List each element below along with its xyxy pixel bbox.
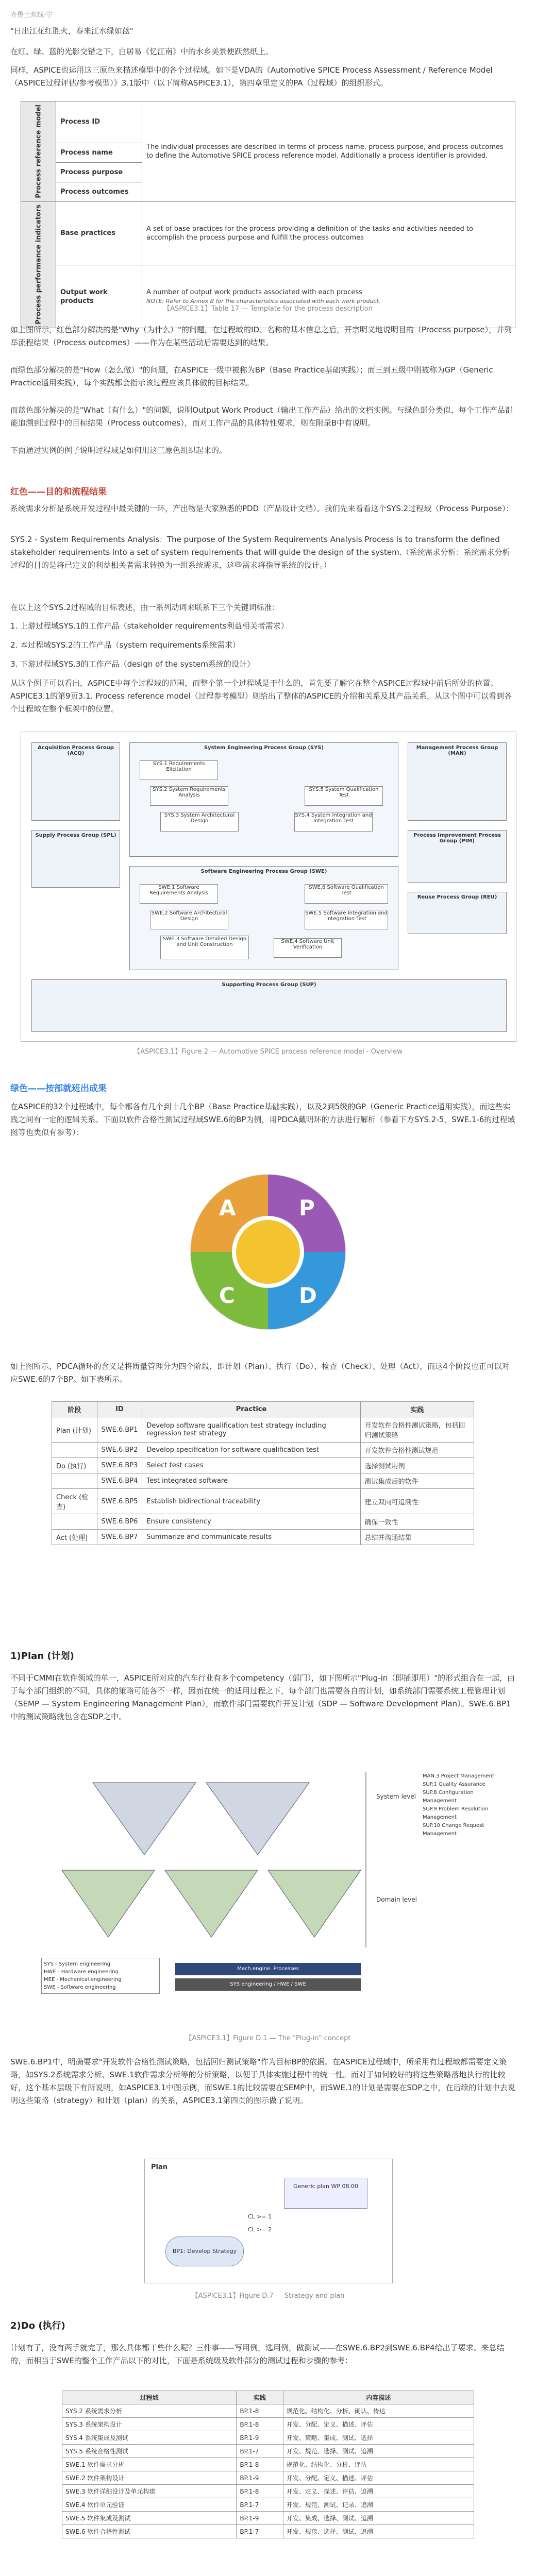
fig4-bp-strategy: BP1: Develop Strategy xyxy=(165,2236,244,2266)
group-pim xyxy=(408,830,507,883)
group-acq xyxy=(31,742,120,821)
cell: Check (检查) xyxy=(52,1489,97,1514)
group-man-label: Management Process Group (MAN) xyxy=(416,745,498,756)
cell: 开发、定义、描述、评估、追溯 xyxy=(283,2485,474,2498)
heading-do: 2)Do (执行) xyxy=(10,2320,65,2331)
pdca-center-sphere xyxy=(236,1220,300,1284)
cell: BP.1-8 xyxy=(237,2458,283,2471)
table-row xyxy=(62,2418,474,2431)
cell: SYS.3 系统架构设计 xyxy=(62,2418,237,2431)
pdca-th-id: ID xyxy=(97,1402,142,1417)
para-g: 计划有了，没有两手就完了，那么具体都干些什么呢？三件事——写用例，选用例，做测试——在SWE.6.BP2到SWE.6.BP4给出了要求。来总结的，而相当于SWE的整个工作产品以下的对比，下面是系统级及软件部分的测试过程和步骤的参考： xyxy=(10,2343,505,2365)
fig4-plan-label: Plan xyxy=(151,2163,168,2171)
cell: SYS.5 系统合格性测试 xyxy=(62,2445,237,2458)
para-b-6: 3. 下游过程域SYS.3的工作产品（design of the system系统的设计） xyxy=(10,659,255,669)
cell: SWE.2 软件架构设计 xyxy=(62,2471,237,2485)
cell: Establish bidirectional traceability xyxy=(142,1489,360,1514)
cell: 规范化、结构化、分析、评估 xyxy=(283,2458,474,2471)
cell: SWE.1 软件需求分析 xyxy=(62,2458,237,2471)
table-row xyxy=(52,1489,474,1514)
table-row xyxy=(62,2471,474,2485)
side-label-reference: Process reference model xyxy=(21,101,56,202)
para-d: 如上图所示，PDCA循环的含义是将质量管理分为四个阶段，即计划（Plan）、执行（Do）、检查（Check）、处理（Act），而这4个阶段也正可以对应SWE.6的7个BP。如下表所示。 xyxy=(10,1362,510,1384)
cell: SWE.6.BP4 xyxy=(97,1473,142,1489)
cell: BP.1-9 xyxy=(237,2431,283,2445)
heading-plan: 1)Plan (计划) xyxy=(10,1651,74,1662)
cell xyxy=(52,1514,97,1530)
para-f: SWE.6.BP1中，明确要求"开发软件合格性测试策略，包括回归测试策略"作为目标BP的依据。在ASPICE过程域中，所采用有过程域都需要定义策略，如SYS.2系统需求分析、SWE.1软件需求分析等的分析策略，以便于具体实施过程中的统一性。而对于如何较好的将这些策略落地执行的比较好，这个基本层级下有所说明，如ASPICE3.1中图示例，而SWE.1的比较需要在SEMP中，而SWE.1的计划是需要在SDP之中，在后续的计划中去说明这些策略（strategy）和计划（plan）的关系，ASPICE3.1第四页的图示做了说明。 xyxy=(10,2057,515,2105)
pdca-th-phase: 阶段 xyxy=(52,1402,97,1417)
cell: BP.1-8 xyxy=(237,2485,283,2498)
plug-in-right-item: SUP.9 Problem Resolution Management xyxy=(423,1806,489,1820)
para-b-5: 2. 本过程域SYS.2的工作产品（system requirements系统需求） xyxy=(10,640,240,650)
pdca-letter-p: P xyxy=(299,1195,315,1221)
para-c: 在ASPICE的32个过程域中，每个都各有几个到十几个BP（Base Practice基础实践），以及2到5级的GP（Generic Practice通用实践），而这些实践之间有一定的逻辑关系。下面以软件合格性测试过程域SWE.6的BP为例，用PDCA戴明环的方法进行解析（参看下方SYS.2-5，SWE.1-6的过程域图等也类似有参考）： xyxy=(10,1102,515,1137)
intro-line-1: 在红、绿、蓝的光影交错之下，白居易《忆江南》中的水乡美景便跃然纸上。 xyxy=(10,47,274,56)
cell: Do (执行) xyxy=(52,1458,97,1473)
cell: BP.1-8 xyxy=(237,2404,283,2418)
para-a-4: 下面通过实例的例子说明过程域是如何用这三原色组织起来的。 xyxy=(10,446,227,455)
cell: SWE.3 软件详细设计及单元构建 xyxy=(62,2485,237,2498)
cell: 开发、规范、测试、记录、追溯 xyxy=(283,2498,474,2512)
para-e: 不同于CMMI在软件领域的单一，ASPICE所对应的汽车行业有多个competency（部门），如下图所示"Plug-in（即插即用）"的形式组合在一起，由于每个部门组织的不同，具体的策略可能各不一样，因而在统一的适用过程之下，每个部门也需要各自的计划，如系统部门需要系统工程管理计划（SEMP — System Engineering Management Plan），而软件部门需要软件开发计划（SDP — Software Development Plan）。SWE.6.BP1中的测试策略就包含在SDP之中。 xyxy=(10,1673,515,1721)
table-row xyxy=(52,1417,474,1443)
para-b-2: SYS.2 - System Requirements Analysis：The purpose of the System Requirements Analysis Process is to transform the defined stakeholder requirements into a set of system requirements that will guide the design of the system.（系统需求分析：系统需求分析过程的目的是将已定义的利益相关者需求转换为一组系统需求，这些需求将指导系统的设计。） xyxy=(10,535,510,570)
plug-in-v-top xyxy=(93,1783,196,1855)
table-row xyxy=(52,1458,474,1473)
page-header: 齐鲁土东线·宁 xyxy=(10,11,53,19)
cell: 建立双向可追溯性 xyxy=(360,1489,474,1514)
swe-2-box: SWE.2 Software Architectural Design xyxy=(150,910,228,929)
key-process-outcomes: Process outcomes xyxy=(56,182,142,201)
group-sup-label: Supporting Process Group (SUP) xyxy=(222,982,316,988)
key-process-purpose: Process purpose xyxy=(56,162,142,182)
group-reu-label: Reuse Process Group (REU) xyxy=(417,894,497,900)
cell: SWE.6.BP1 xyxy=(97,1417,142,1443)
group-spl xyxy=(31,830,120,888)
cell: SWE.6.BP3 xyxy=(97,1458,142,1473)
heading-green: 绿色——按部就班出成果 xyxy=(10,1083,107,1094)
pdca-cycle-svg xyxy=(129,1159,407,1345)
cell: 开发、策略、集成、测试、选择 xyxy=(283,2431,474,2445)
figure-strategy-plan xyxy=(144,2159,393,2283)
cell: Develop specification for software qualification test xyxy=(142,1443,360,1458)
vm-th: 实践 xyxy=(237,2391,283,2404)
heading-red: 红色——目的和流程结果 xyxy=(10,487,107,497)
plug-in-v-2 xyxy=(165,1870,258,1937)
table-row xyxy=(62,2431,474,2445)
cell: BP.1-9 xyxy=(237,2471,283,2485)
group-pim-label: Process Improvement Process Group (PIM) xyxy=(413,833,501,844)
table-row xyxy=(52,1443,474,1458)
plug-in-right-item: MAN.3 Project Management xyxy=(423,1773,494,1779)
cell: Ensure consistency xyxy=(142,1514,360,1530)
cell: BP.1-7 xyxy=(237,2525,283,2538)
cell: 确保一致性 xyxy=(360,1514,474,1530)
cell xyxy=(52,1443,97,1458)
intro-quote: "日出江花红胜火，春来江水绿如蓝" xyxy=(10,26,133,36)
figure-process-reference-model xyxy=(21,732,516,1042)
val-output-wp-text: A number of output work products associated with each process xyxy=(146,288,362,296)
cell: SWE.6 软件合格性测试 xyxy=(62,2525,237,2538)
caption-figure-d1: 【ASPICE3.1】Figure D.1 — The "Plug-in" concept xyxy=(185,2035,351,2042)
group-sup xyxy=(31,979,507,1032)
cell: 总结并沟通结果 xyxy=(360,1530,474,1545)
vm-header xyxy=(62,2391,474,2404)
plug-in-right-list xyxy=(423,1772,500,1838)
cell: 开发、分配、定义、描述、评估 xyxy=(283,2471,474,2485)
sys-1-box: SYS.1 Requirements Elicitation xyxy=(140,760,218,780)
swe-5-box: SWE.5 Software Integration and Integration Test xyxy=(305,910,388,929)
table-row xyxy=(52,1530,474,1545)
cell: 开发软件合格性测试规范 xyxy=(360,1443,474,1458)
pdca-letter-d: D xyxy=(299,1283,317,1308)
figure-plug-in xyxy=(31,1752,505,2020)
key-output-wp: Output work products xyxy=(56,265,142,328)
caption-table-17: 【ASPICE3.1】Table 17 — Template for the process description xyxy=(163,305,373,313)
cell: SWE.4 软件单元验证 xyxy=(62,2498,237,2512)
pdca-table-header xyxy=(52,1402,474,1417)
caption-figure-2: 【ASPICE3.1】Figure 2 — Automotive SPICE process reference model - Overview xyxy=(133,1048,403,1056)
plug-in-legend xyxy=(41,1958,160,1994)
vm-th: 内容描述 xyxy=(283,2391,474,2404)
pdca-th-cn: 实践 xyxy=(360,1402,474,1417)
val-output-wp-note: NOTE: Refer to Annex B for the characteristics associated with each work product. xyxy=(146,297,381,304)
para-b-7: 从这个例子可以看出，ASPICE中每个过程域的范围，而整个第一个过程域是干什么的，首先要了解它在整个ASPICE过程域中前后所处的位置。ASPICE3.1的第9页3.1. Process reference model（过程参考模型）则给出了整体的ASPICE的介绍和关系及其产品关系，从这个图中可以看到各个过程域在整个框架中的位置。 xyxy=(10,679,512,714)
sys-3-box: SYS.3 System Architectural Design xyxy=(160,812,239,832)
plug-in-right-item: SUP.8 Configuration Management xyxy=(423,1790,474,1804)
vm-th: 过程域 xyxy=(62,2391,237,2404)
fig4-cl2: CL >= 2 xyxy=(248,2226,272,2233)
cell: BP.1-7 xyxy=(237,2445,283,2458)
pdca-th-practice: Practice xyxy=(142,1402,360,1417)
para-a-2: 而绿色部分解决的是"How（怎么做）"的问题，在ASPICE一级中被称为BP（Base Practice基础实践）；而三到五级中则被称为GP（Generic Practice通用实践），每个实践都会指示该过程应该具体做的目标结果。 xyxy=(10,365,493,387)
val-base-practices: A set of base practices for the process providing a definition of the tasks and activities needed to accomplish the process purpose and fulfill the process outcomes xyxy=(142,201,515,265)
key-process-name: Process name xyxy=(56,143,142,162)
table-row xyxy=(62,2445,474,2458)
caption-figure-d7: 【ASPICE3.1】Figure D.7 — Strategy and plan xyxy=(191,2292,345,2300)
group-reu xyxy=(408,892,507,934)
para-b-1: 系统需求分析是系统开发过程中最关键的一环，产出物是大家熟悉的PDD（产品设计文档）。我们先来看看这个SYS.2过程域（Process Purpose）： xyxy=(10,504,514,513)
pdca-cycle-figure xyxy=(129,1159,407,1345)
plug-in-v-top-2 xyxy=(206,1783,309,1855)
cell: 开发、规范、选择、测试、追溯 xyxy=(283,2525,474,2538)
swe-3-box: SWE.3 Software Detailed Design and Unit Construction xyxy=(160,936,249,959)
sys-2-box: SYS.2 System Requirements Analysis xyxy=(150,786,228,806)
cell: Act (处理) xyxy=(52,1530,97,1545)
plug-in-v-1 xyxy=(62,1870,155,1937)
group-acq-label: Acquisition Process Group (ACQ) xyxy=(38,745,114,756)
table-row xyxy=(62,2498,474,2512)
val-output-wp xyxy=(142,265,515,328)
table-row xyxy=(62,2512,474,2525)
cell: SWE.6.BP6 xyxy=(97,1514,142,1530)
legend-item: SYS - System engineering xyxy=(44,1961,111,1967)
legend-item: SWE - Software engineering xyxy=(44,1985,116,1990)
cell: 开发软件合格性测试策略，包括回归测试策略 xyxy=(360,1417,474,1443)
table-row xyxy=(52,1473,474,1489)
plug-in-right-item: SUP.10 Change Request Management xyxy=(423,1823,484,1837)
cell: SYS.4 系统集成及测试 xyxy=(62,2431,237,2445)
cell: BP.1-8 xyxy=(237,2418,283,2431)
cell: SWE.6.BP7 xyxy=(97,1530,142,1545)
legend-item: HWE - Hardware engineering xyxy=(44,1969,119,1975)
cell: 测试集成后的软件 xyxy=(360,1473,474,1489)
fig4-generic-plan: Generic plan WP 08.00 xyxy=(284,2178,367,2209)
cell: 开发、分配、定义、描述、评估 xyxy=(283,2418,474,2431)
pdca-letter-a: A xyxy=(219,1195,236,1221)
group-sys-label: System Engineering Process Group (SYS) xyxy=(204,745,324,751)
val-process-desc: The individual processes are described in terms of process name, process purpose, and process outcomes to define the Automotive SPICE process reference model. Additionally a process identifier is provided. xyxy=(142,101,515,202)
plug-in-bar-bottom: SYS engineering / HWE / SWE xyxy=(175,1978,361,1991)
para-a-3: 而蓝色部分解决的是"What（有什么）"的问题，说明Output Work Product（输出工作产品）给出的文档实例。与绿色部分类似，每个工作产品都能追溯到过程中的目标结果（Process outcomes），而对工作产品的具体特性要求，则在附录B中有说明。 xyxy=(10,405,513,428)
swe-6-box: SWE.6 Software Qualification Test xyxy=(305,884,388,904)
cell xyxy=(52,1473,97,1489)
table-row xyxy=(62,2458,474,2471)
plug-in-right-item: SUP.1 Quality Assurance xyxy=(423,1782,485,1787)
cell: 开发、集成、选择、测试、追溯 xyxy=(283,2512,474,2525)
cell: Develop software qualification test strategy including regression test strategy xyxy=(142,1417,360,1443)
group-spl-label: Supply Process Group (SPL) xyxy=(35,833,116,838)
sys-5-box: SYS.5 System Qualification Test xyxy=(305,786,383,806)
table-row xyxy=(52,1514,474,1530)
cell: SWE.6.BP5 xyxy=(97,1489,142,1514)
cell: Test integrated software xyxy=(142,1473,360,1489)
plug-in-bar-top: Mech.engine. Processes xyxy=(175,1963,361,1975)
intro-line-2: 同样，ASPICE也运用这三原色来描述模型中的各个过程域。如下是VDA的《Automotive SPICE Process Assessment / Reference Model（ASPICE过程评估/参考模型）》3.1版中（以下简称ASPICE3.1），第四章里定义的PA（过程域）的组织形式。 xyxy=(10,65,493,88)
vm-process-table xyxy=(62,2391,474,2538)
cell: BP.1-7 xyxy=(237,2498,283,2512)
cell: SWE.6.BP2 xyxy=(97,1443,142,1458)
cell: Summarize and communicate results xyxy=(142,1530,360,1545)
pdca-bp-table xyxy=(52,1401,474,1545)
cell: 开发、规范、选择、测试、追溯 xyxy=(283,2445,474,2458)
cell: 规范化、结构化、分析、确认、传达 xyxy=(283,2404,474,2418)
cell: Plan (计划) xyxy=(52,1417,97,1443)
plug-in-v-3 xyxy=(268,1870,361,1937)
plug-in-level-system: System level xyxy=(376,1793,416,1800)
group-swe-label: Software Engineering Process Group (SWE) xyxy=(200,869,327,874)
key-process-id: Process ID xyxy=(56,101,142,143)
table-row xyxy=(62,2404,474,2418)
group-man xyxy=(408,742,507,821)
cell: Select test cases xyxy=(142,1458,360,1473)
para-a-1: 如上图所示，红色部分解决的是"Why（为什么）"的问题，在过程域的ID、名称的基本信息之后，开宗明义地说明目的（Process purpose），并列举流程结果（Process outcomes）——作为在某些活动后需要达到的结果。 xyxy=(10,325,512,347)
fig4-cl1: CL >= 1 xyxy=(248,2213,272,2220)
table-row xyxy=(62,2525,474,2538)
para-b-3: 在以上这个SYS.2过程域的目标表述，由一系列动词来联系下三个关键词标准： xyxy=(10,603,280,612)
plug-in-level-domain: Domain level xyxy=(376,1896,417,1903)
table-row xyxy=(62,2485,474,2498)
cell: SYS.2 系统需求分析 xyxy=(62,2404,237,2418)
para-b-4: 1. 上游过程域SYS.1的工作产品（stakeholder requirements利益相关者需求） xyxy=(10,621,289,631)
process-template-table xyxy=(21,101,515,328)
legend-item: MEE - Mechanical engineering xyxy=(44,1977,122,1982)
cell: 选择测试用例 xyxy=(360,1458,474,1473)
swe-4-box: SWE.4 Software Unit Verification xyxy=(274,938,342,958)
side-label-performance: Process performance indicators xyxy=(21,201,56,328)
cell: BP.1-9 xyxy=(237,2512,283,2525)
pdca-letter-c: C xyxy=(219,1283,235,1308)
swe-1-box: SWE.1 Software Requirements Analysis xyxy=(140,884,218,904)
key-base-practices: Base practices xyxy=(56,201,142,265)
cell: SWE.5 软件集成及测试 xyxy=(62,2512,237,2525)
sys-4-box: SYS.4 System Integration and Integration Test xyxy=(294,812,373,832)
